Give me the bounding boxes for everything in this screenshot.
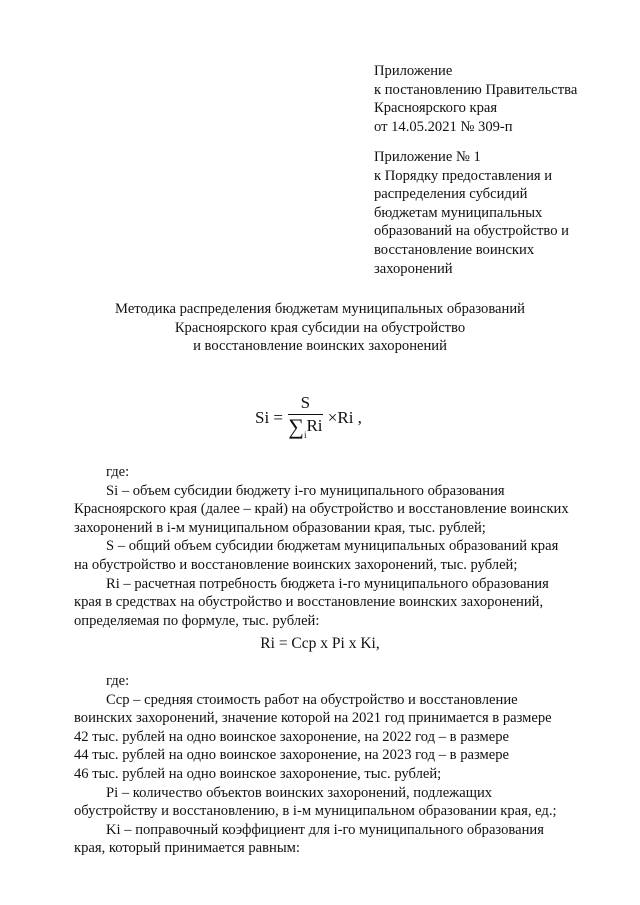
sigma-symbol: ∑ xyxy=(288,414,304,439)
s-definition xyxy=(74,537,590,574)
text-line: края в средствах на обустройство и восстановление воинских захоронений, xyxy=(74,594,544,611)
title-line: Методика распределения бюджетам муниципальных образований xyxy=(115,301,525,317)
formula-rhs: ×Ri , xyxy=(327,407,362,427)
body-section-2 xyxy=(74,672,590,858)
text-line: обустройству и восстановлению, в i-м муниципальном образовании края, ед.; xyxy=(74,803,557,820)
formula-ri: Ri = Cср x Pi x Ki, xyxy=(260,635,380,652)
body-section-1 xyxy=(74,463,590,630)
header-line: к постановлению Правительства xyxy=(374,81,578,98)
appendix-line: захоронений xyxy=(374,260,453,277)
appendix-line: Приложение № 1 xyxy=(374,149,481,165)
appendix-line: к Порядку предоставления и xyxy=(374,167,553,184)
text-line: воинских захоронений, значение которой на 2021 год принимается в размере xyxy=(74,710,552,727)
header-block xyxy=(374,62,624,136)
text-line: S – общий объем субсидии бюджетам муниципальных образований края xyxy=(106,538,559,555)
appendix-line: образований на обустройство и xyxy=(374,223,569,240)
formula-si xyxy=(255,393,362,445)
ri-definition xyxy=(74,575,590,631)
text-line: на обустройство и восстановление воинских захоронений, тыс. рублей; xyxy=(74,556,518,573)
text-line: определяемая по формуле, тыс. рублей: xyxy=(74,612,320,629)
header-line: от 14.05.2021 № 309-п xyxy=(374,118,513,135)
header-line: Приложение xyxy=(374,63,453,79)
appendix-line: восстановление воинских xyxy=(374,241,535,258)
title-line: и восстановление воинских захоронений xyxy=(193,338,447,355)
text-line: 46 тыс. рублей на одно воинское захоронение, тыс. рублей; xyxy=(74,765,442,782)
pi-definition xyxy=(74,784,590,821)
formula-fraction xyxy=(288,393,322,445)
text-line: Ki – поправочный коэффициент для i-го муниципального образования xyxy=(106,821,544,838)
formula-lhs: Si = xyxy=(255,407,284,427)
denominator-var: Ri xyxy=(306,416,323,435)
text-line: Pi – количество объектов воинских захоронений, подлежащих xyxy=(106,784,493,801)
text-line: Ri – расчетная потребность бюджета i-го муниципального образования xyxy=(106,575,549,592)
si-definition xyxy=(74,482,590,538)
text-line: Si – объем субсидии бюджету i-го муниципального образования xyxy=(106,482,505,499)
ki-definition xyxy=(74,821,590,858)
formula-numerator: S xyxy=(288,393,322,415)
where-label: где: xyxy=(106,464,130,480)
document-title xyxy=(60,300,580,356)
text-line: Красноярского края (далее – край) на обустройство и восстановление воинских xyxy=(74,501,569,518)
title-line: Красноярского края субсидии на обустройство xyxy=(174,319,466,336)
text-line: Cср – средняя стоимость работ на обустройство и восстановление xyxy=(106,691,518,708)
where-label: где: xyxy=(106,673,130,689)
formula-denominator xyxy=(288,415,322,445)
text-line: 42 тыс. рублей на одно воинское захоронение, на 2022 год – в размере xyxy=(74,728,510,745)
header-line: Красноярского края xyxy=(374,100,498,117)
appendix-line: бюджетам муниципальных xyxy=(374,204,543,221)
sigma-subscript: i xyxy=(303,430,307,440)
ccp-definition xyxy=(74,691,590,784)
text-line: края, который принимается равным: xyxy=(74,840,300,857)
text-line: 44 тыс. рублей на одно воинское захоронение, на 2023 год – в размере xyxy=(74,747,510,764)
text-line: захоронений в i-м муниципальном образовании края, тыс. рублей; xyxy=(74,519,486,536)
appendix-line: распределения субсидий xyxy=(374,186,528,203)
appendix-block xyxy=(374,148,624,278)
